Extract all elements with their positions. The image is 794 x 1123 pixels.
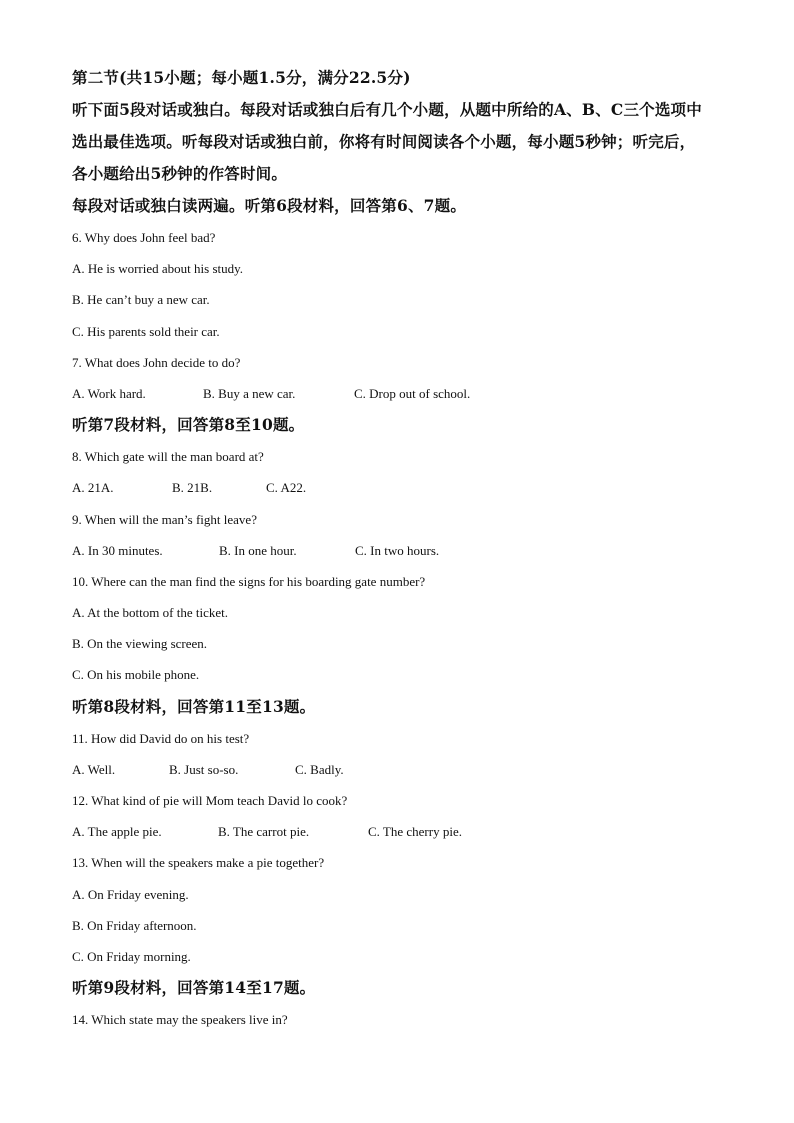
option-line: C. On Friday morning. [72, 948, 191, 964]
option-b: B. Buy a new car. [203, 385, 296, 401]
option-b: B. The carrot pie. [218, 824, 310, 840]
options-row [72, 816, 732, 847]
option-a: A. 21A. [72, 480, 114, 496]
option-c: C. A22. [266, 480, 307, 496]
section-heading: 第二节(共15小题；每小题1.5分，满分22.5分) [72, 68, 411, 87]
material-heading: 听第8段材料，回答第11至13题。 [72, 696, 316, 716]
question-12: 12. What kind of pie will Mom teach David lo cook? [72, 793, 348, 808]
instruction-line: 选出最佳选项。听每段对话或独白前，你将有时间阅读各个小题，每小题5秒钟；听完后， [72, 132, 696, 151]
option-a: A. Well. [72, 761, 116, 777]
material-heading: 听第7段材料，回答第8至10题。 [72, 415, 305, 435]
material-heading: 听第9段材料，回答第14至17题。 [72, 978, 316, 998]
option-c: C. Drop out of school. [354, 385, 471, 401]
option-a: A. The apple pie. [72, 824, 162, 840]
option-line: C. On his mobile phone. [72, 667, 200, 683]
option-c: C. In two hours. [355, 542, 440, 558]
question-9: 9. When will the man’s fight leave? [72, 511, 257, 527]
options-row [72, 535, 732, 566]
instruction-line: 各小题给出5秒钟的作答时间。 [72, 164, 288, 183]
option-c: C. The cherry pie. [368, 824, 462, 840]
option-b: B. Just so-so. [169, 761, 239, 777]
option-line: A. At the bottom of the ticket. [72, 605, 228, 621]
document-page [72, 62, 732, 1035]
option-line: B. He can’t buy a new car. [72, 292, 210, 308]
option-line: B. On Friday afternoon. [72, 917, 197, 933]
question-14: 14. Which state may the speakers live in? [72, 1012, 288, 1028]
material-heading: 每段对话或独白读两遍。听第6段材料，回答第6、7题。 [72, 196, 467, 215]
option-b: B. 21B. [172, 480, 213, 496]
option-line: A. He is worried about his study. [72, 261, 244, 277]
option-c: C. Badly. [295, 761, 344, 777]
question-10: 10. Where can the man find the signs for his boarding gate number? [72, 573, 426, 589]
options-row [72, 378, 732, 409]
option-line: B. On the viewing screen. [72, 636, 208, 652]
options-row [72, 754, 732, 785]
option-line: C. His parents sold their car. [72, 323, 220, 339]
question-11: 11. How did David do on his test? [72, 730, 250, 746]
question-13: 13. When will the speakers make a pie together? [72, 855, 325, 871]
question-8: 8. Which gate will the man board at? [72, 449, 264, 465]
option-a: A. Work hard. [72, 385, 146, 401]
instruction-line: 听下面5段对话或独白。每段对话或独白后有几个小题，从题中所给的A、B、C三个选项中 [72, 100, 702, 119]
option-a: A. In 30 minutes. [72, 542, 163, 558]
question-6: 6. Why does John feel bad? [72, 230, 216, 245]
option-line: A. On Friday evening. [72, 886, 189, 902]
options-row [72, 472, 732, 503]
question-7: 7. What does John decide to do? [72, 354, 241, 370]
option-b: B. In one hour. [219, 542, 297, 558]
